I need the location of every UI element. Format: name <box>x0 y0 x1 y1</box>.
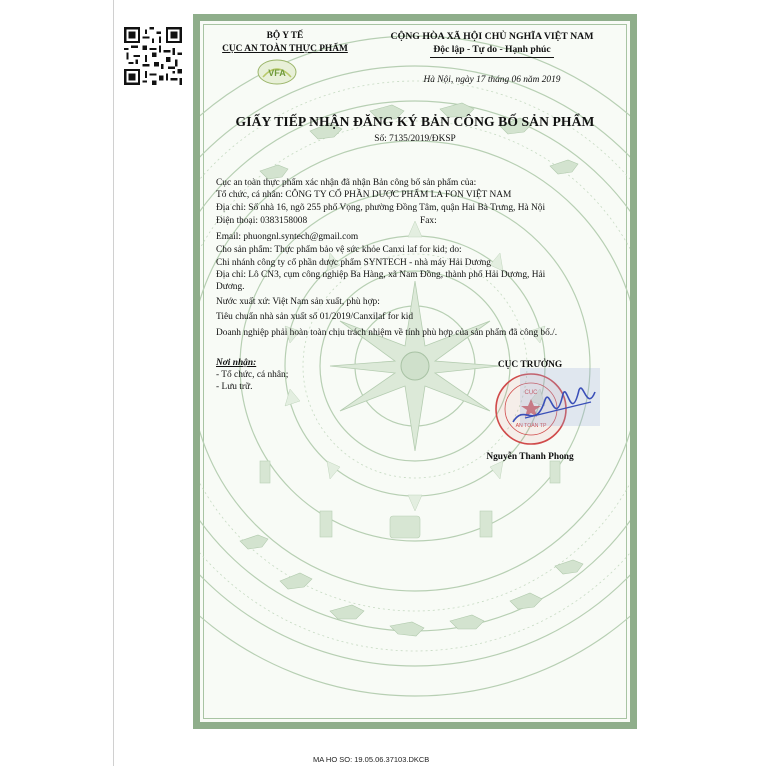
vfa-logo-icon <box>257 57 297 87</box>
signer-name: Nguyễn Thanh Phong <box>486 452 574 462</box>
footer-dossier-code: MA HO SO: 19.05.06.37103.DKCB <box>313 755 430 764</box>
recipients-item: - Tổ chức, cá nhân; <box>216 370 289 380</box>
body-branch-address: Địa chỉ: Lô CN3, cụm công nghiệp Ba Hàng, xã Nam Đồng, thành phố Hải Dương, Hải <box>216 270 546 280</box>
body-organization: Tổ chức, cá nhân: CÔNG TY CỔ PHẦN DƯỢC PHẨM LA FON VIỆT NAM <box>216 190 512 200</box>
svg-text:AN TOÀN TP: AN TOÀN TP <box>515 423 547 429</box>
department-name: CỤC AN TOÀN THỰC PHẨM <box>222 44 348 54</box>
document-title: GIẤY TIẾP NHẬN ĐĂNG KÝ BẢN CÔNG BỐ SẢN PHẨM <box>235 114 595 129</box>
body-intro: Cục an toàn thực phẩm xác nhận đã nhận Bản công bố sản phẩm của: <box>216 178 477 188</box>
motto: Độc lập - Tự do - Hạnh phúc <box>433 44 551 55</box>
motto-underline <box>430 57 554 58</box>
body-responsibility: Doanh nghiệp phải hoàn toàn chịu trách nhiệm về tính phù hợp của sản phẩm đã công bố./. <box>216 328 558 338</box>
body-product: Cho sản phẩm: Thực phẩm bảo vệ sức khỏe Canxi laf for kid; do: <box>216 245 462 255</box>
body-origin: Nước xuất xứ: Việt Nam sản xuất, phù hợp: <box>216 297 380 307</box>
document-number: Số: 7135/2019/ĐKSP <box>374 134 456 144</box>
qr-code-icon <box>124 27 182 85</box>
country-heading: CỘNG HÒA XÃ HỘI CHỦ NGHĨA VIỆT NAM <box>390 31 594 42</box>
body-fax: Fax: <box>420 216 437 226</box>
logo-text: VFA <box>268 68 286 78</box>
signer-role: CỤC TRƯỞNG <box>497 360 563 370</box>
body-phone: Điện thoại: 0383158008 <box>216 216 308 226</box>
ministry-name: BỘ Y TẾ <box>266 31 304 41</box>
svg-text:CỤC: CỤC <box>524 390 538 396</box>
body-address: Địa chỉ: Số nhà 16, ngõ 255 phố Vọng, phường Đồng Tâm, quận Hai Bà Trưng, Hà Nội <box>216 203 546 213</box>
body-branch-address-cont: Dương. <box>216 282 245 292</box>
body-email: Email: phuongnl.syntech@gmail.com <box>216 232 359 242</box>
recipients-item: - Lưu trữ. <box>216 382 253 392</box>
body-branch: Chi nhánh công ty cổ phần dược phẩm SYNTECH - nhà máy Hải Dương <box>216 258 491 268</box>
handwritten-signature-icon <box>505 372 605 444</box>
page-edge <box>113 0 114 766</box>
date-line: Hà Nội, ngày 17 tháng 06 năm 2019 <box>423 75 561 85</box>
recipients-heading: Nơi nhận: <box>216 358 257 368</box>
body-standard: Tiêu chuẩn nhà sản xuất số 01/2019/Canxilaf for kid <box>216 312 414 322</box>
